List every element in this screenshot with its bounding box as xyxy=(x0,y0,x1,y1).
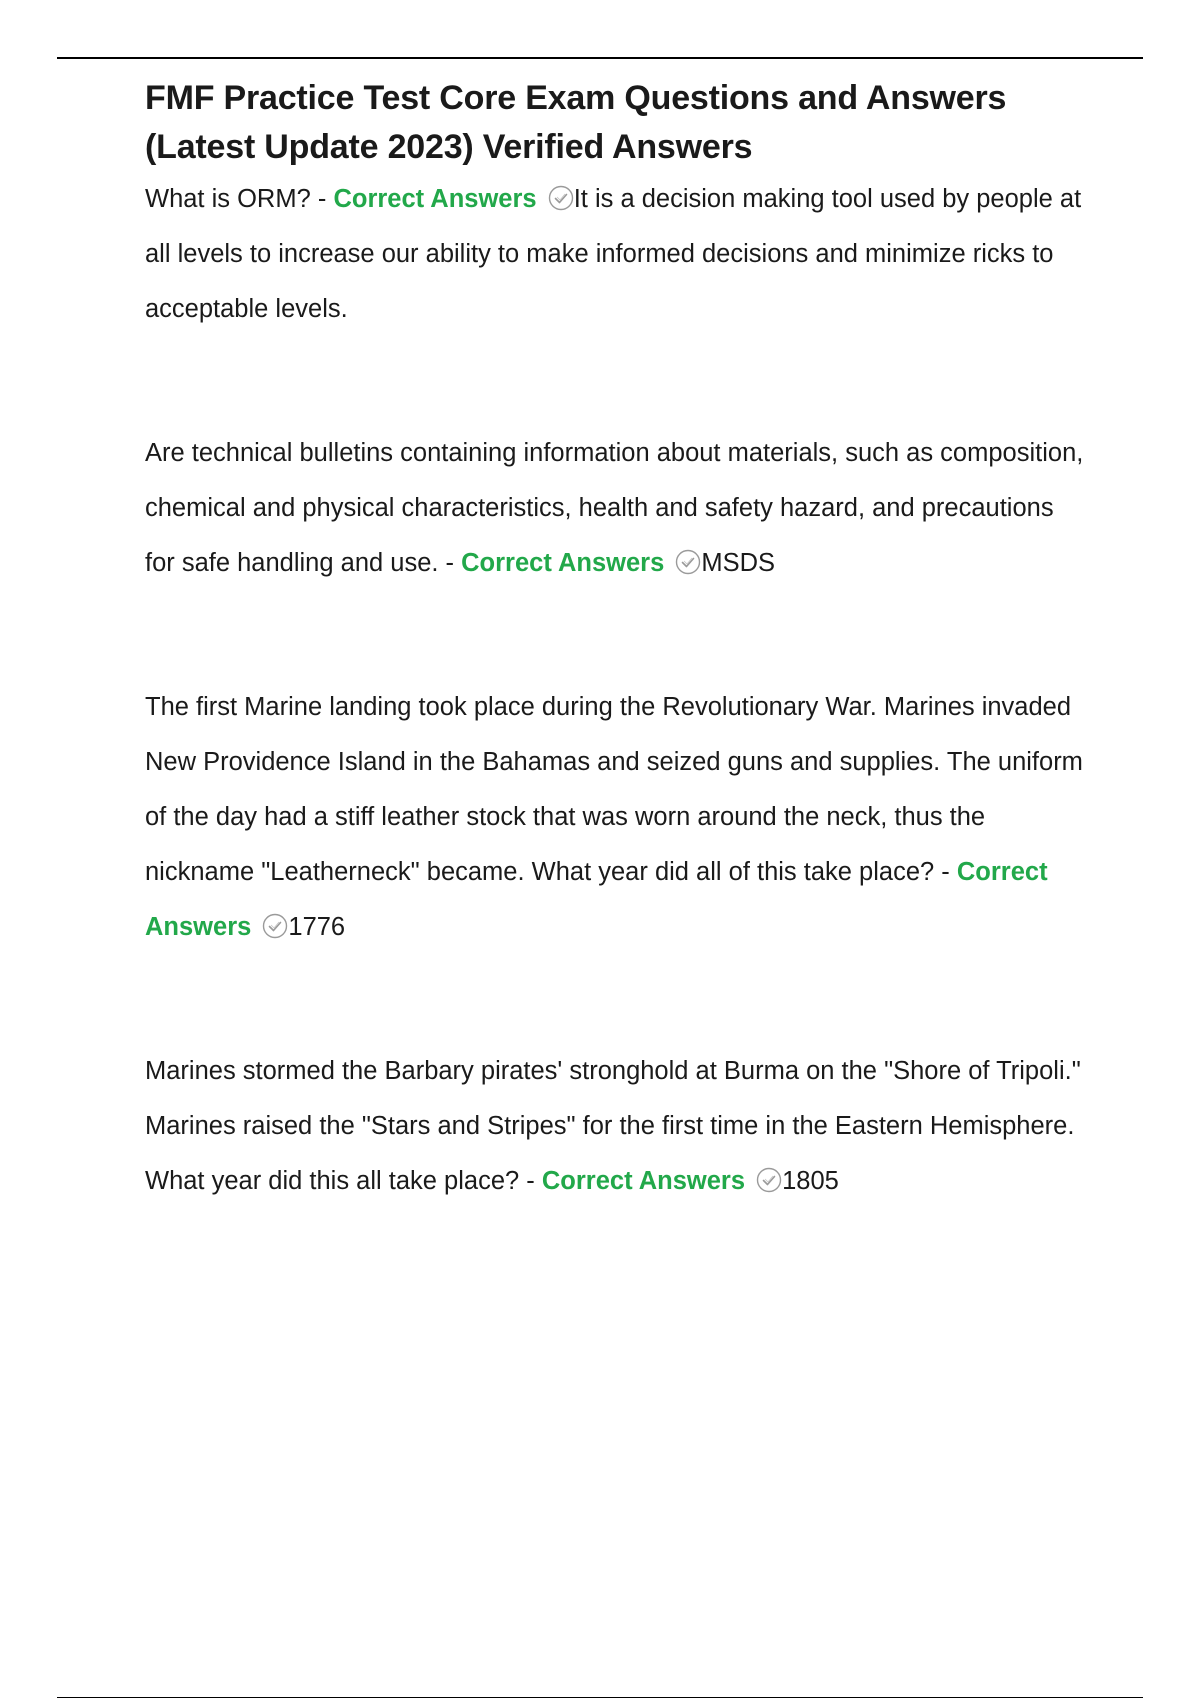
qa-item-3 xyxy=(145,680,1090,955)
check-circle-icon xyxy=(262,913,288,939)
separator: - xyxy=(519,1167,542,1195)
check-circle-icon xyxy=(675,549,701,575)
answer-text: 1805 xyxy=(782,1167,839,1195)
answer-text: It is a decision making tool used by people at all levels to increase our ability to make informed decisions and minimize ricks to acceptable levels. xyxy=(145,185,1082,323)
question-text: The first Marine landing took place during the Revolutionary War. Marines invaded New Providence Island in the Bahamas and seized guns and supplies. The uniform of the day had a stiff leather stock that was worn around the neck, thus the nickname "Leatherneck" became. What year did all of this take place? xyxy=(145,693,1083,886)
answer-text: 1776 xyxy=(288,913,346,941)
document-body xyxy=(145,74,1090,1209)
separator: - xyxy=(310,185,334,213)
question-text: What is ORM? xyxy=(145,185,311,213)
document-title: FMF Practice Test Core Exam Questions and Answers (Latest Update 2023) Verified Answers xyxy=(145,79,1007,166)
correct-answers-label: Correct Answers xyxy=(541,1167,746,1195)
separator: - xyxy=(934,858,957,886)
qa-item-1 xyxy=(145,172,1090,337)
separator: - xyxy=(438,549,462,577)
answer-text: MSDS xyxy=(701,549,776,577)
bottom-rule xyxy=(57,1697,1143,1698)
question-text: Are technical bulletins containing information about materials, such as composition, chemical and physical characteristics, health and safety hazard, and precautions for safe handling and use. xyxy=(145,439,1084,577)
top-rule xyxy=(57,57,1143,59)
qa-item-4 xyxy=(145,1044,1090,1209)
check-circle-icon xyxy=(548,185,574,211)
qa-item-2 xyxy=(145,426,1090,591)
question-text: Marines stormed the Barbary pirates' stronghold at Burma on the "Shore of Tripoli." Marines raised the "Stars and Stripes" for the first time in the Eastern Hemisphere. What year did this all take place? xyxy=(145,1057,1081,1195)
check-circle-icon xyxy=(756,1167,782,1193)
correct-answers-label: Correct Answers xyxy=(145,858,1048,941)
correct-answers-label: Correct Answers xyxy=(461,549,665,577)
correct-answers-label: Correct Answers xyxy=(333,185,537,213)
